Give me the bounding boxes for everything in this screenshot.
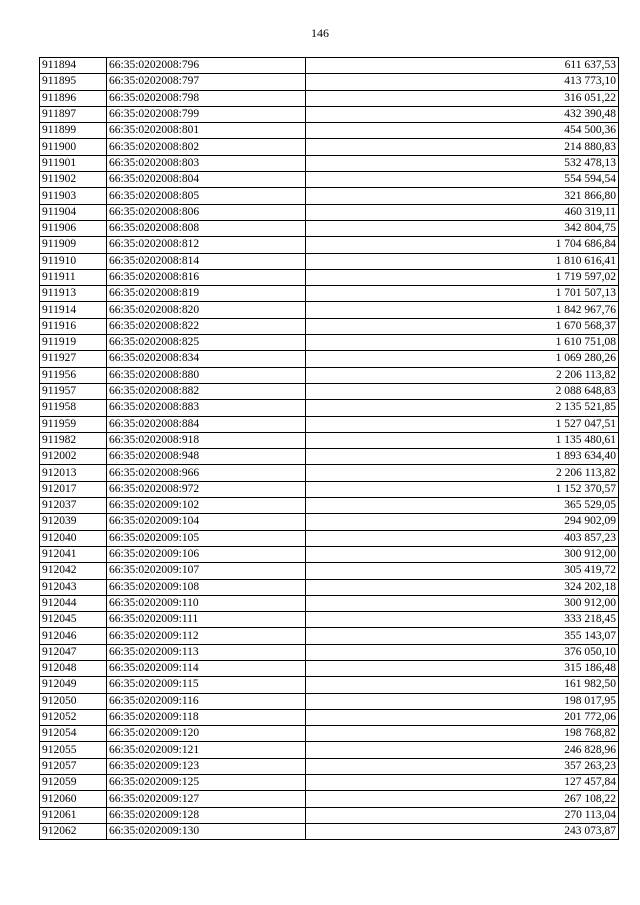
value-cell: 432 390,48 — [306, 106, 619, 122]
table-row — [40, 237, 619, 253]
row-number-cell: 911911 — [40, 269, 107, 285]
value-cell: 1 704 686,84 — [306, 237, 619, 253]
row-number-cell: 912042 — [40, 563, 107, 579]
cadastral-number-cell: 66:35:0202009:121 — [107, 742, 306, 758]
value-cell: 403 857,23 — [306, 530, 619, 546]
row-number-cell: 912002 — [40, 449, 107, 465]
table-row — [40, 709, 619, 725]
table-row — [40, 465, 619, 481]
value-cell: 413 773,10 — [306, 74, 619, 90]
value-cell: 554 594,54 — [306, 172, 619, 188]
cadastral-number-cell: 66:35:0202008:816 — [107, 269, 306, 285]
row-number-cell: 911906 — [40, 220, 107, 236]
cadastral-number-cell: 66:35:0202009:106 — [107, 546, 306, 562]
value-cell: 532 478,13 — [306, 155, 619, 171]
table-row — [40, 791, 619, 807]
cadastral-number-cell: 66:35:0202009:115 — [107, 677, 306, 693]
row-number-cell: 911913 — [40, 286, 107, 302]
cadastral-number-cell: 66:35:0202008:796 — [107, 58, 306, 74]
cadastral-number-cell: 66:35:0202009:105 — [107, 530, 306, 546]
value-cell: 214 880,83 — [306, 139, 619, 155]
cadastral-number-cell: 66:35:0202008:808 — [107, 220, 306, 236]
row-number-cell: 912048 — [40, 660, 107, 676]
cadastral-number-cell: 66:35:0202008:806 — [107, 204, 306, 220]
registry-table — [39, 57, 619, 840]
row-number-cell: 912049 — [40, 677, 107, 693]
value-cell: 267 108,22 — [306, 791, 619, 807]
cadastral-number-cell: 66:35:0202008:834 — [107, 351, 306, 367]
cadastral-number-cell: 66:35:0202009:112 — [107, 628, 306, 644]
row-number-cell: 911894 — [40, 58, 107, 74]
table-row — [40, 726, 619, 742]
cadastral-number-cell: 66:35:0202009:125 — [107, 775, 306, 791]
row-number-cell: 911959 — [40, 416, 107, 432]
row-number-cell: 912043 — [40, 579, 107, 595]
cadastral-number-cell: 66:35:0202009:130 — [107, 823, 306, 839]
table-row — [40, 595, 619, 611]
value-cell: 1 670 568,37 — [306, 318, 619, 334]
value-cell: 270 113,04 — [306, 807, 619, 823]
value-cell: 333 218,45 — [306, 612, 619, 628]
row-number-cell: 912046 — [40, 628, 107, 644]
cadastral-number-cell: 66:35:0202008:797 — [107, 74, 306, 90]
value-cell: 454 500,36 — [306, 123, 619, 139]
cadastral-number-cell: 66:35:0202008:801 — [107, 123, 306, 139]
value-cell: 2 206 113,82 — [306, 465, 619, 481]
table-row — [40, 514, 619, 530]
cadastral-number-cell: 66:35:0202008:880 — [107, 367, 306, 383]
value-cell: 1 135 480,61 — [306, 432, 619, 448]
table-row — [40, 563, 619, 579]
row-number-cell: 912041 — [40, 546, 107, 562]
row-number-cell: 912061 — [40, 807, 107, 823]
table-row — [40, 302, 619, 318]
row-number-cell: 911904 — [40, 204, 107, 220]
value-cell: 365 529,05 — [306, 498, 619, 514]
row-number-cell: 911910 — [40, 253, 107, 269]
cadastral-number-cell: 66:35:0202009:123 — [107, 758, 306, 774]
cadastral-number-cell: 66:35:0202008:812 — [107, 237, 306, 253]
row-number-cell: 911956 — [40, 367, 107, 383]
cadastral-number-cell: 66:35:0202009:128 — [107, 807, 306, 823]
cadastral-number-cell: 66:35:0202008:803 — [107, 155, 306, 171]
row-number-cell: 912040 — [40, 530, 107, 546]
table-row — [40, 155, 619, 171]
table-row — [40, 660, 619, 676]
cadastral-number-cell: 66:35:0202009:113 — [107, 644, 306, 660]
cadastral-number-cell: 66:35:0202008:918 — [107, 432, 306, 448]
value-cell: 376 050,10 — [306, 644, 619, 660]
value-cell: 300 912,00 — [306, 595, 619, 611]
value-cell: 315 186,48 — [306, 660, 619, 676]
row-number-cell: 911897 — [40, 106, 107, 122]
value-cell: 324 202,18 — [306, 579, 619, 595]
table-row — [40, 498, 619, 514]
value-cell: 198 768,82 — [306, 726, 619, 742]
table-row — [40, 253, 619, 269]
value-cell: 316 051,22 — [306, 90, 619, 106]
cadastral-number-cell: 66:35:0202008:825 — [107, 335, 306, 351]
row-number-cell: 911900 — [40, 139, 107, 155]
value-cell: 611 637,53 — [306, 58, 619, 74]
table-row — [40, 758, 619, 774]
row-number-cell: 911957 — [40, 383, 107, 399]
cadastral-number-cell: 66:35:0202008:882 — [107, 383, 306, 399]
table-row — [40, 367, 619, 383]
table-row — [40, 579, 619, 595]
row-number-cell: 911903 — [40, 188, 107, 204]
cadastral-number-cell: 66:35:0202009:102 — [107, 498, 306, 514]
cadastral-number-cell: 66:35:0202009:111 — [107, 612, 306, 628]
table-row — [40, 612, 619, 628]
table-row — [40, 628, 619, 644]
row-number-cell: 912052 — [40, 709, 107, 725]
row-number-cell: 911902 — [40, 172, 107, 188]
row-number-cell: 912017 — [40, 481, 107, 497]
row-number-cell: 911982 — [40, 432, 107, 448]
table-row — [40, 677, 619, 693]
value-cell: 321 866,80 — [306, 188, 619, 204]
value-cell: 1 842 967,76 — [306, 302, 619, 318]
row-number-cell: 912057 — [40, 758, 107, 774]
value-cell: 294 902,09 — [306, 514, 619, 530]
table-row — [40, 318, 619, 334]
value-cell: 357 263,23 — [306, 758, 619, 774]
table-row — [40, 400, 619, 416]
value-cell: 355 143,07 — [306, 628, 619, 644]
table-row — [40, 74, 619, 90]
cadastral-number-cell: 66:35:0202008:814 — [107, 253, 306, 269]
row-number-cell: 911909 — [40, 237, 107, 253]
table-row — [40, 742, 619, 758]
cadastral-number-cell: 66:35:0202008:802 — [107, 139, 306, 155]
table-row — [40, 90, 619, 106]
cadastral-number-cell: 66:35:0202008:883 — [107, 400, 306, 416]
cadastral-number-cell: 66:35:0202008:798 — [107, 90, 306, 106]
value-cell: 246 828,96 — [306, 742, 619, 758]
table-row — [40, 188, 619, 204]
table-row — [40, 58, 619, 74]
row-number-cell: 912059 — [40, 775, 107, 791]
row-number-cell: 911899 — [40, 123, 107, 139]
page-number: 146 — [311, 26, 329, 40]
row-number-cell: 911895 — [40, 74, 107, 90]
value-cell: 2 135 521,85 — [306, 400, 619, 416]
table-row — [40, 530, 619, 546]
cadastral-number-cell: 66:35:0202009:107 — [107, 563, 306, 579]
value-cell: 305 419,72 — [306, 563, 619, 579]
value-cell: 1 810 616,41 — [306, 253, 619, 269]
cadastral-number-cell: 66:35:0202008:799 — [107, 106, 306, 122]
cadastral-number-cell: 66:35:0202009:118 — [107, 709, 306, 725]
value-cell: 460 319,11 — [306, 204, 619, 220]
table-row — [40, 335, 619, 351]
value-cell: 1 610 751,08 — [306, 335, 619, 351]
cadastral-number-cell: 66:35:0202008:822 — [107, 318, 306, 334]
value-cell: 1 719 597,02 — [306, 269, 619, 285]
row-number-cell: 912045 — [40, 612, 107, 628]
value-cell: 198 017,95 — [306, 693, 619, 709]
table-row — [40, 383, 619, 399]
table-row — [40, 139, 619, 155]
value-cell: 161 982,50 — [306, 677, 619, 693]
value-cell: 201 772,06 — [306, 709, 619, 725]
table-row — [40, 351, 619, 367]
cadastral-number-cell: 66:35:0202009:120 — [107, 726, 306, 742]
cadastral-number-cell: 66:35:0202009:127 — [107, 791, 306, 807]
row-number-cell: 911958 — [40, 400, 107, 416]
row-number-cell: 912055 — [40, 742, 107, 758]
row-number-cell: 911927 — [40, 351, 107, 367]
cadastral-number-cell: 66:35:0202009:110 — [107, 595, 306, 611]
cadastral-number-cell: 66:35:0202009:108 — [107, 579, 306, 595]
value-cell: 1 527 047,51 — [306, 416, 619, 432]
cadastral-number-cell: 66:35:0202008:972 — [107, 481, 306, 497]
table-row — [40, 693, 619, 709]
row-number-cell: 911914 — [40, 302, 107, 318]
row-number-cell: 912037 — [40, 498, 107, 514]
table-row — [40, 286, 619, 302]
table-row — [40, 220, 619, 236]
table-row — [40, 644, 619, 660]
row-number-cell: 911919 — [40, 335, 107, 351]
row-number-cell: 912062 — [40, 823, 107, 839]
cadastral-number-cell: 66:35:0202009:116 — [107, 693, 306, 709]
cadastral-number-cell: 66:35:0202009:114 — [107, 660, 306, 676]
table-row — [40, 546, 619, 562]
value-cell: 1 893 634,40 — [306, 449, 619, 465]
value-cell: 243 073,87 — [306, 823, 619, 839]
table-row — [40, 481, 619, 497]
row-number-cell: 912050 — [40, 693, 107, 709]
row-number-cell: 912013 — [40, 465, 107, 481]
table-row — [40, 269, 619, 285]
row-number-cell: 912039 — [40, 514, 107, 530]
row-number-cell: 912054 — [40, 726, 107, 742]
table-row — [40, 123, 619, 139]
value-cell: 1 152 370,57 — [306, 481, 619, 497]
value-cell: 2 206 113,82 — [306, 367, 619, 383]
row-number-cell: 912047 — [40, 644, 107, 660]
row-number-cell: 912060 — [40, 791, 107, 807]
table-row — [40, 823, 619, 839]
cadastral-number-cell: 66:35:0202008:820 — [107, 302, 306, 318]
table-row — [40, 449, 619, 465]
cadastral-number-cell: 66:35:0202009:104 — [107, 514, 306, 530]
registry-table-body — [40, 58, 619, 840]
cadastral-number-cell: 66:35:0202008:819 — [107, 286, 306, 302]
value-cell: 127 457,84 — [306, 775, 619, 791]
value-cell: 2 088 648,83 — [306, 383, 619, 399]
table-row — [40, 172, 619, 188]
cadastral-number-cell: 66:35:0202008:884 — [107, 416, 306, 432]
value-cell: 1 069 280,26 — [306, 351, 619, 367]
cadastral-number-cell: 66:35:0202008:948 — [107, 449, 306, 465]
value-cell: 1 701 507,13 — [306, 286, 619, 302]
row-number-cell: 912044 — [40, 595, 107, 611]
table-row — [40, 432, 619, 448]
row-number-cell: 911916 — [40, 318, 107, 334]
cadastral-number-cell: 66:35:0202008:805 — [107, 188, 306, 204]
table-row — [40, 416, 619, 432]
table-row — [40, 775, 619, 791]
value-cell: 300 912,00 — [306, 546, 619, 562]
cadastral-number-cell: 66:35:0202008:804 — [107, 172, 306, 188]
table-row — [40, 204, 619, 220]
value-cell: 342 804,75 — [306, 220, 619, 236]
table-row — [40, 106, 619, 122]
row-number-cell: 911901 — [40, 155, 107, 171]
cadastral-number-cell: 66:35:0202008:966 — [107, 465, 306, 481]
row-number-cell: 911896 — [40, 90, 107, 106]
table-row — [40, 807, 619, 823]
